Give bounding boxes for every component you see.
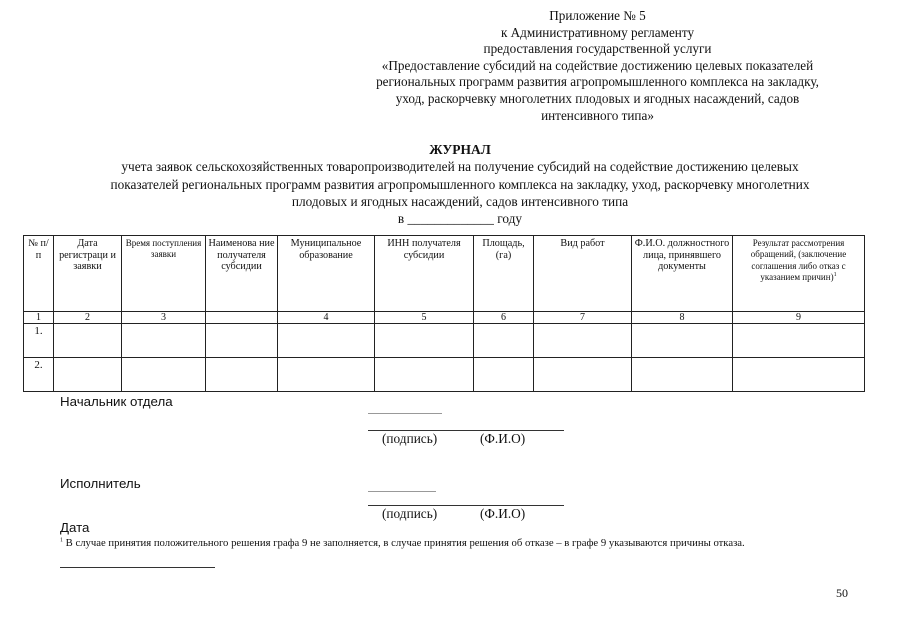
journal-title: ЖУРНАЛ (429, 142, 491, 157)
journal-year-line (40, 210, 880, 227)
table-cell (206, 324, 278, 358)
header-receipt-time: Время поступления заявки (122, 236, 206, 312)
header-area: Площадь, (га) (474, 236, 534, 312)
appendix-line-5: региональных программ развития агропромышленного комплекса на закладку, (376, 74, 819, 90)
header-result-text: Результат рассмотрения обращений, (заключение соглашения либо отказ с указанием причин) (750, 238, 847, 283)
journal-subtitle-line-2: показателей региональных программ развития агропромышленного комплекса на закладку, уход, раскорчевку многолетних (110, 176, 810, 192)
executor-label: Исполнитель (60, 476, 141, 491)
table-cell (632, 324, 733, 358)
table-header-row (24, 236, 865, 312)
head-signature-caption: (подпись) (382, 431, 438, 446)
executor-name-caption: (Ф.И.О) (480, 506, 526, 521)
column-number: 1 (24, 312, 54, 324)
date-label: Дата (60, 520, 90, 535)
column-number: 5 (375, 312, 474, 324)
column-number: 9 (733, 312, 865, 324)
footnote-marker: 1 (60, 537, 63, 544)
appendix-line-4: «Предоставление субсидий на содействие достижению целевых показателей (381, 57, 814, 73)
table-cell (278, 358, 375, 392)
footnote (60, 537, 745, 549)
head-short-line (368, 413, 442, 414)
appendix-line-3: предоставления государственной услуги (483, 41, 712, 57)
header-result-footnote-mark: 1 (833, 272, 837, 279)
column-number: 2 (54, 312, 122, 324)
page-number: 50 (836, 586, 848, 600)
head-of-department-label: Начальник отдела (60, 394, 173, 409)
appendix-header (300, 8, 895, 124)
header-official-name: Ф.И.О. должностного лица, принявшего документы (632, 236, 733, 312)
header-inn: ИНН получателя субсидии (375, 236, 474, 312)
table-cell (375, 324, 474, 358)
column-number (206, 312, 278, 324)
row-number: 1. (24, 324, 54, 358)
header-result (733, 236, 865, 312)
appendix-line-6: уход, раскорчевку многолетних плодовых и ягодных насаждений, садов (395, 90, 800, 106)
footnote-separator-line (60, 567, 215, 568)
table-cell (733, 324, 865, 358)
executor-signature-caption: (подпись) (382, 506, 438, 521)
executor-short-line (368, 491, 436, 492)
head-name-caption: (Ф.И.О) (480, 431, 526, 446)
table-cell (534, 324, 632, 358)
table-cell (54, 358, 122, 392)
journal-subtitle-line-1: учета заявок сельскохозяйственных товаропроизводителей на получение субсидий на содействие достижению целевых (121, 159, 799, 175)
row-number: 2. (24, 358, 54, 392)
column-number: 8 (632, 312, 733, 324)
journal-table (23, 235, 865, 392)
table-column-numbers-row (24, 312, 865, 324)
table-cell (54, 324, 122, 358)
column-number: 7 (534, 312, 632, 324)
header-reg-date: Дата регистраци и заявки (54, 236, 122, 312)
table-cell (733, 358, 865, 392)
table-row (24, 358, 865, 392)
table-cell (632, 358, 733, 392)
header-num: № п/п (24, 236, 54, 312)
table-cell (278, 324, 375, 358)
table-cell (474, 358, 534, 392)
journal-title-block (40, 141, 880, 227)
appendix-line-1: Приложение № 5 (549, 8, 646, 23)
year-suffix: году (497, 211, 523, 227)
column-number: 4 (278, 312, 375, 324)
table-cell (206, 358, 278, 392)
table-cell (534, 358, 632, 392)
year-prefix: в (397, 211, 405, 227)
header-recipient-name: Наименова ние получателя субсидии (206, 236, 278, 312)
header-municipality: Муниципальное образование (278, 236, 375, 312)
table-cell (122, 324, 206, 358)
table-cell (122, 358, 206, 392)
table-cell (474, 324, 534, 358)
column-number: 3 (122, 312, 206, 324)
appendix-line-2: к Административному регламенту (500, 24, 695, 40)
appendix-line-7: интенсивного типа» (541, 107, 654, 123)
journal-subtitle-line-3: плодовых и ягодных насаждений, садов интенсивного типа (291, 193, 629, 209)
column-number: 6 (474, 312, 534, 324)
footnote-text: В случае принятия положительного решения графа 9 не заполняется, в случае принятия решения об отказе – в графе 9 указываются причины отказа. (65, 537, 745, 549)
table-row (24, 324, 865, 358)
table-cell (375, 358, 474, 392)
year-blank: _____________ (407, 211, 494, 227)
header-work-type: Вид работ (534, 236, 632, 312)
